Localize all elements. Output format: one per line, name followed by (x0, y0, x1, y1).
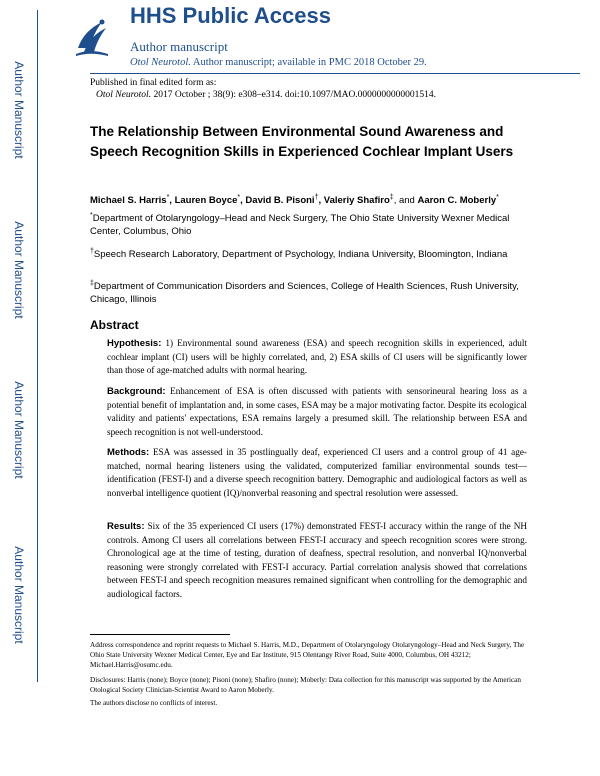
published-final-label: Published in final edited form as: (90, 78, 217, 88)
section-text: Six of the 35 experienced CI users (17%) demonstrated FEST-I accuracy within the range of the NH controls. Among CI users all correlations between FEST-I accuracy and speech recognition scores were strong. Chronological age at the time of testing, duration of deafness, spectral resolution, and nonverbal IQ/nonverbal reasoning were strongly correlated with FEST-I accuracy. Partial correlation analysis showed that correlations between FEST-I and speech recognition measures remained significant when controlling for the demographic and audiological factors. (107, 521, 527, 599)
author-mark: * (166, 194, 170, 201)
citation-details: 2017 October ; 38(9): e308–e314. doi:10.1097/MAO.0000000000001514. (153, 90, 437, 100)
publication-citation (96, 90, 436, 100)
header-rule (90, 73, 580, 74)
hhs-eagle-logo-graphic (72, 14, 112, 60)
affiliation (90, 209, 530, 238)
section-text: 1) Environmental sound awareness (ESA) and speech recognition skills in experienced, adult cochlear implant (CI) users will be highly correlated, and, 2) ESA skills of CI users will be significantly lower than those of age-matched adults with normal hearing. (107, 338, 527, 376)
journal-abbrev: Otol Neurotol. (130, 57, 191, 68)
affiliation-mark: † (90, 248, 94, 255)
author-name: Michael S. Harris (90, 195, 167, 207)
author-mark: * (237, 194, 241, 201)
author-separator: , (318, 195, 324, 207)
footnote-correspondence: Address correspondence and reprint requests to Michael S. Harris, M.D., Department of Otolaryngology Otolaryngology–Head and Neck Surgery, The Ohio State University Wexner Medical Center, Eye and Ear Institute, 915 Olentangy River Road, Suite 4000, Columbus, OH 43212; Michael.Harris@osumc.edu. (90, 641, 525, 669)
author-separator: , (169, 195, 175, 207)
sidebar-rule (37, 10, 38, 682)
sidebar-label-1: Author Manuscript (12, 61, 26, 159)
abstract-results (107, 520, 527, 602)
availability-text: Author manuscript; available in PMC 2018 October 29. (192, 57, 427, 68)
hhs-public-access-title: HHS Public Access (130, 3, 331, 28)
sidebar-label-2: Author Manuscript (12, 221, 26, 319)
author-name: Aaron C. Moberly (417, 195, 497, 207)
author-separator: , and (393, 195, 418, 207)
author-name: Lauren Boyce (174, 195, 238, 207)
abstract-heading: Abstract (90, 318, 139, 332)
abstract-background (107, 385, 527, 439)
availability-line (130, 57, 427, 68)
author-name: David B. Pisoni (245, 195, 315, 207)
affiliation-mark: ‡ (90, 280, 94, 287)
citation-journal: Otol Neurotol. (96, 90, 152, 100)
author-list (90, 194, 530, 206)
article-title: The Relationship Between Environmental Sound Awareness and Speech Recognition Skills in Experienced Cochlear Implant Users (90, 124, 514, 159)
footnote-conflicts: The authors disclose no conflicts of interest. (90, 699, 218, 707)
affiliation-text: Department of Otolaryngology–Head and Neck Surgery, The Ohio State University Wexner Medical Center, Columbus, Ohio (90, 213, 510, 238)
affiliation-mark: * (90, 212, 93, 219)
hhs-eagle-logo-icon (72, 14, 112, 60)
affiliation (90, 277, 530, 306)
author-name: Valeriy Shafiro (323, 195, 390, 207)
section-text: ESA was assessed in 35 postlingually deaf, experienced CI users and a control group of 41 age-matched, normal hearing listeners using the validated, computerized familiar environmental sounds test—identification (FEST-I) and a diverse speech recognition battery. Demographic and audiological factors as well as nonverbal intelligence quotient (IQ)/nonverbal reasoning and spectral resolution were assessed. (107, 447, 527, 498)
author-separator: , (240, 195, 246, 207)
author-manuscript-subtitle: Author manuscript (130, 39, 228, 54)
section-label: Results: (107, 521, 145, 532)
author-mark: ‡ (389, 194, 394, 201)
author-mark: * (496, 194, 499, 201)
author-mark: † (314, 194, 319, 201)
footnote-rule (90, 634, 230, 635)
sidebar-label-3: Author Manuscript (12, 381, 26, 479)
affiliation-text: Speech Research Laboratory, Department of Psychology, Indiana University, Bloomington, Indiana (93, 249, 508, 261)
abstract-methods (107, 446, 527, 500)
section-label: Background: (107, 386, 166, 397)
sidebar-label-4: Author Manuscript (12, 546, 26, 644)
affiliation (90, 245, 530, 261)
section-label: Methods: (107, 447, 150, 458)
footnote-disclosures: Disclosures: Harris (none); Boyce (none); Pisoni (none); Shafiro (none); Moberly: Data collection for this manuscript was supported by the American Otological Society Clinician-Scientist Award to Aaron Moberly. (90, 676, 521, 694)
section-label: Hypothesis: (107, 338, 162, 349)
abstract-hypothesis (107, 337, 527, 378)
affiliation-text: Department of Communication Disorders and Sciences, College of Health Sciences, Rush University, Chicago, Illinois (90, 281, 519, 306)
section-text: Enhancement of ESA is often discussed with patients with sensorineural hearing loss as a potential benefit of implantation and, in some cases, ESA may be a major motivating factor. Despite its ecological validity and patients' expectations, ESA remains largely a presumed skill. The relationship between ESA and speech recognition is not well-understood. (107, 386, 528, 437)
